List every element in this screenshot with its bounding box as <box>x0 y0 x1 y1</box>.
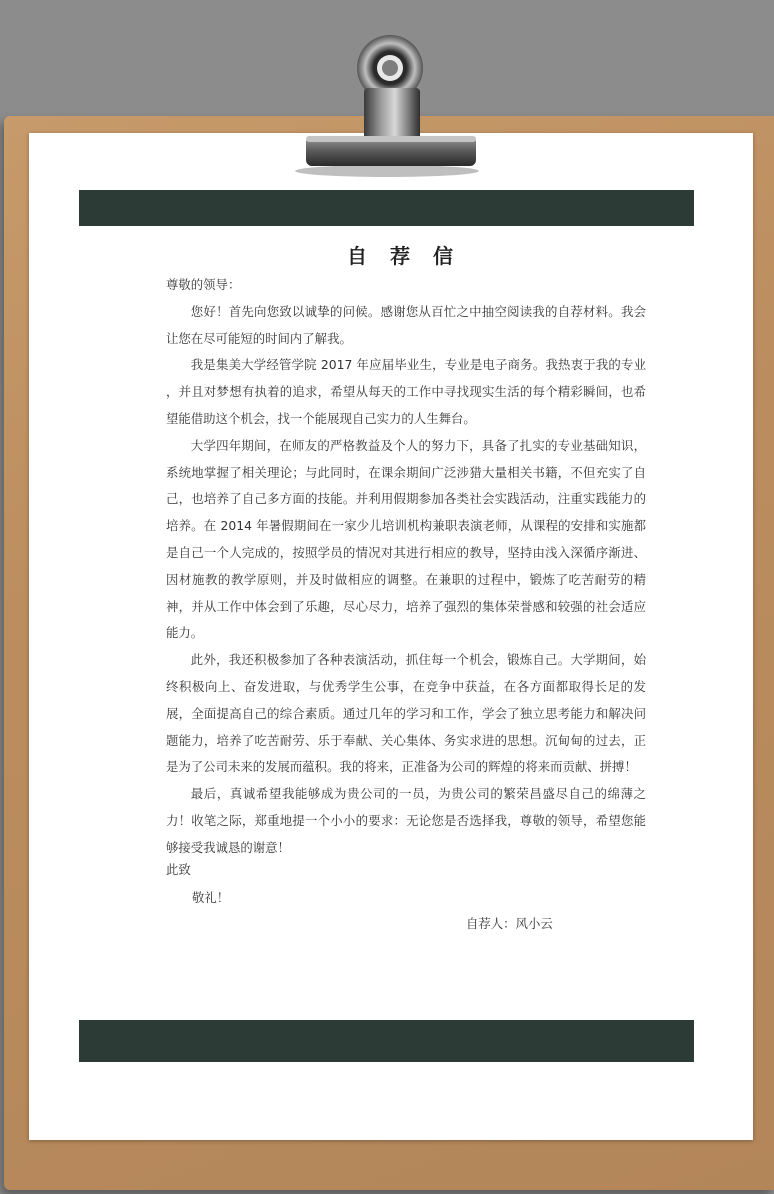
paragraph: 我是集美大学经管学院 2017 年应届毕业生，专业是电子商务。我热衷于我的专业 ，并且对梦想有执着的追求，希望从每天的工作中寻找现实生活的每个精彩瞬间，也希望能借助这个机会，找一个能展现自己实力的人生舞台。 <box>166 357 646 426</box>
letter-title: 自 荐 信 <box>347 244 461 268</box>
paragraph: 大学四年期间，在师友的严格教益及个人的努力下，具备了扎实的专业基础知识，系统地掌握了相关理论；与此同时，在课余期间广泛涉猎大量相关书籍，不但充实了自己，也培养了自己多方面的技能。并利用假期参加各类社会实践活动，注重实践能力的培养。在 2014 年暑假期间在一家少儿培训机构兼职表演老师，从课程的安排和实施都是自己一个人完成的，按照学员的情况对其进行相应的教导，坚持由浅入深循序渐进、因材施教的教学原则，并及时做相应的调整。在兼职的过程中，锻炼了吃苦耐劳的精神，并从工作中体会到了乐趣，尽心尽力，培养了强烈的集体荣誉感和较强的社会适应能力。 <box>166 437 646 641</box>
salutation: 尊敬的领导： <box>166 277 241 292</box>
paragraph: 此外，我还积极参加了各种表演活动，抓住每一个机会，锻炼自己。大学期间，始终积极向上、奋发进取，与优秀学生公事，在竞争中获益，在各方面都取得长足的发展，全面提高自己的综合素质。通过几年的学习和工作，学会了独立思考能力和解决问题能力，培养了吃苦耐劳、乐于奉献、关心集体、务实求进的思想。沉甸甸的过去，正是为了公司未来的发展而蕴积。我的将来，正准备为公司的辉煌的将来而贡献、拼搏！ <box>166 652 646 775</box>
footer-band <box>79 1020 694 1062</box>
letter-body <box>166 272 646 862</box>
header-band <box>79 190 694 226</box>
signature: 自荐人：风小云 <box>466 916 553 931</box>
binder-clip-icon <box>292 28 482 178</box>
paragraph: 您好！首先向您致以诚挚的问候。感谢您从百忙之中抽空阅读我的自荐材料。我会让您在尽可能短的时间内了解我。 <box>166 303 646 346</box>
regards: 敬礼！ <box>192 890 230 905</box>
closing: 此致 <box>166 862 191 877</box>
paragraph: 最后，真诚希望我能够成为贵公司的一员，为贵公司的繁荣昌盛尽自己的绵薄之力！收笔之际，郑重地提一个小小的要求：无论您是否选择我，尊敬的领导，希望您能够接受我诚恳的谢意！ <box>166 786 646 855</box>
